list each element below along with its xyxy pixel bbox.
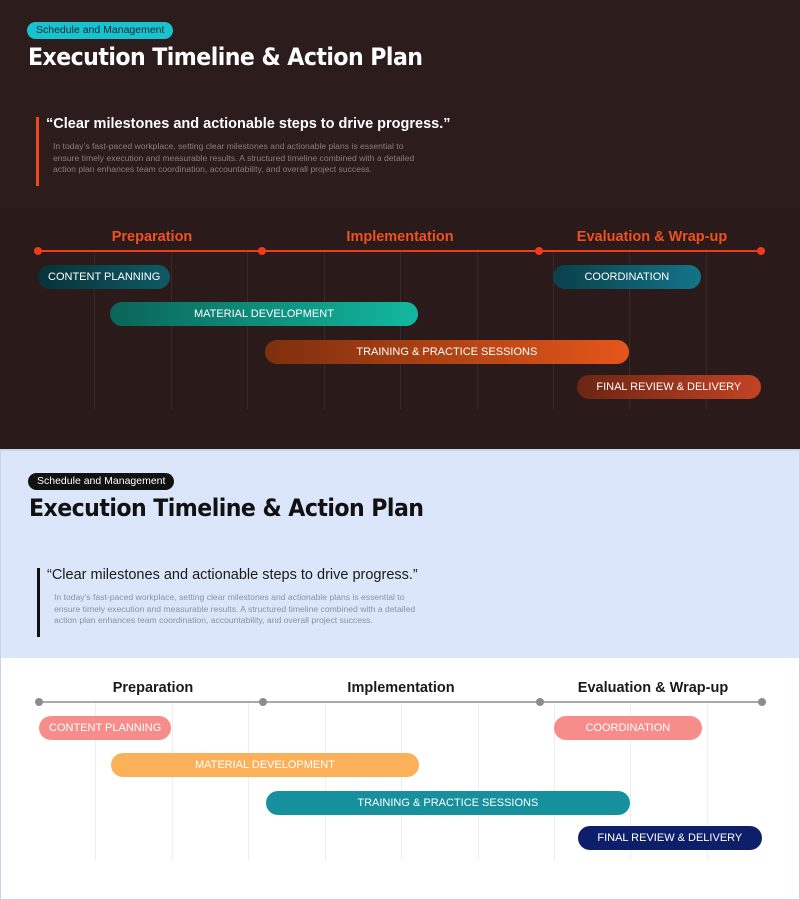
timeline-axis	[38, 250, 761, 252]
page-title: Execution Timeline & Action Plan	[29, 494, 424, 522]
grid-line	[325, 702, 326, 860]
timeline-milestone-dot	[535, 247, 543, 255]
task-bar: FINAL REVIEW & DELIVERY	[577, 375, 761, 399]
body-text: In today’s fast-paced workplace, setting clear milestones and actionable plans is essential to ensure timely execution and measurable results. A structured timeline combined with a detailed action plan enhances team coordination, accountability, and overall project success.	[54, 592, 416, 625]
grid-line	[401, 702, 402, 860]
timeline-milestone-dot	[536, 698, 544, 706]
task-bar: TRAINING & PRACTICE SESSIONS	[266, 791, 630, 815]
grid-line	[400, 251, 401, 409]
timeline-axis	[39, 701, 762, 703]
category-tag: Schedule and Management	[28, 473, 174, 490]
phase-label-implementation: Implementation	[346, 229, 454, 245]
category-tag: Schedule and Management	[27, 22, 173, 39]
timeline-milestone-dot	[758, 698, 766, 706]
page-title: Execution Timeline & Action Plan	[28, 43, 423, 71]
phase-label-implementation: Implementation	[347, 680, 455, 696]
task-bar: COORDINATION	[553, 265, 701, 289]
quote-accent-bar	[36, 117, 39, 186]
phase-label-evaluation: Evaluation & Wrap-up	[576, 229, 728, 245]
timeline-milestone-dot	[34, 247, 42, 255]
timeline-milestone-dot	[259, 698, 267, 706]
quote-text: “Clear milestones and actionable steps to drive progress.”	[47, 567, 418, 583]
task-bar: COORDINATION	[554, 716, 702, 740]
slide-light	[0, 450, 800, 900]
grid-line	[478, 702, 479, 860]
quote-accent-bar	[37, 568, 40, 637]
timeline-milestone-dot	[757, 247, 765, 255]
grid-line	[247, 251, 248, 409]
grid-line	[477, 251, 478, 409]
task-bar: CONTENT PLANNING	[38, 265, 170, 289]
phase-label-preparation: Preparation	[111, 229, 193, 245]
grid-line	[171, 251, 172, 409]
task-bar: FINAL REVIEW & DELIVERY	[578, 826, 762, 850]
task-bar: CONTENT PLANNING	[39, 716, 171, 740]
phase-label-evaluation: Evaluation & Wrap-up	[577, 680, 729, 696]
timeline-milestone-dot	[258, 247, 266, 255]
grid-line	[324, 251, 325, 409]
task-bar: MATERIAL DEVELOPMENT	[110, 302, 417, 326]
task-bar: TRAINING & PRACTICE SESSIONS	[265, 340, 629, 364]
phase-label-preparation: Preparation	[112, 680, 194, 696]
body-text: In today’s fast-paced workplace, setting clear milestones and actionable plans is essential to ensure timely execution and measurable results. A structured timeline combined with a detailed action plan enhances team coordination, accountability, and overall project success.	[53, 141, 415, 174]
task-bar: MATERIAL DEVELOPMENT	[111, 753, 418, 777]
quote-text: “Clear milestones and actionable steps to drive progress.”	[46, 116, 451, 132]
timeline-milestone-dot	[35, 698, 43, 706]
grid-line	[248, 702, 249, 860]
grid-line	[172, 702, 173, 860]
